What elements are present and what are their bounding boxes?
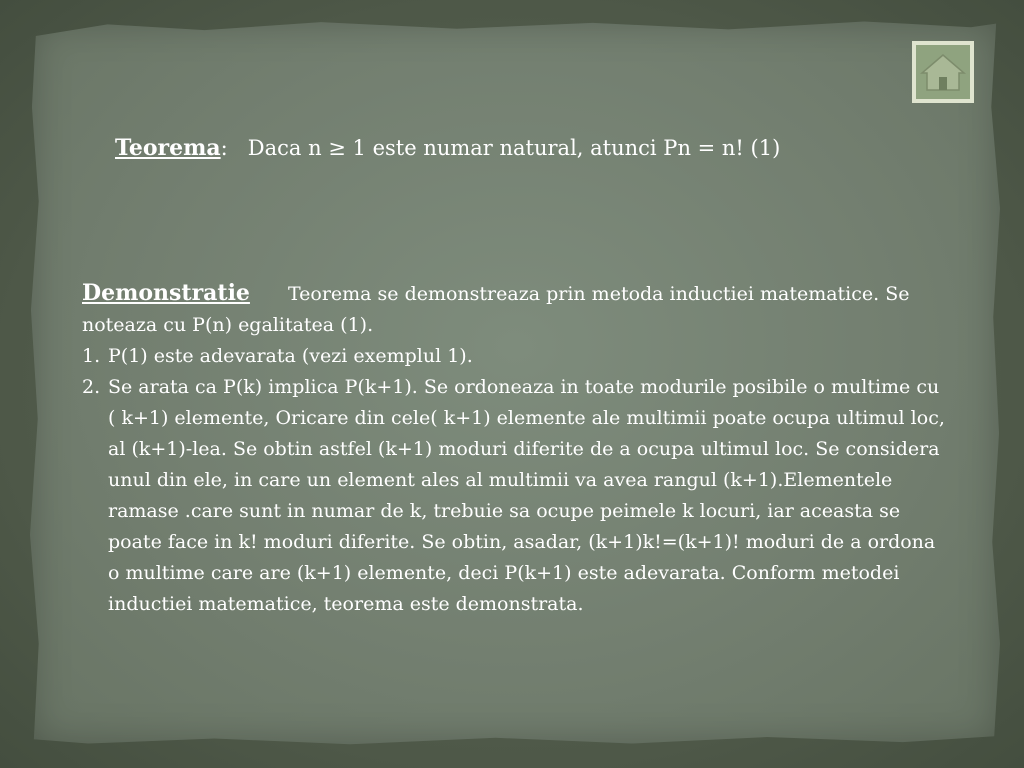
theorem-statement	[115, 135, 780, 161]
theorem-separator: :	[220, 136, 228, 160]
proof-section	[82, 278, 952, 620]
proof-steps	[82, 341, 952, 620]
proof-label: Demonstratie	[82, 280, 250, 306]
proof-step	[82, 372, 952, 620]
proof-intro-paragraph	[82, 278, 952, 341]
proof-step-text: Se arata ca P(k) implica P(k+1). Se ordoneaza in toate modurile posibile o multime cu ( k+1) elemente, Oricare din cele( k+1) elemente ale multimii poate ocupa ultimul loc, al (k+1)-lea. Se obtin astfel (k+1) moduri diferite de a ocupa ultimul loc. Se considera unul din ele, in care un element ales al multimii va avea rangul (k+1).Elementele ramase .care sunt in numar de k, trebuie sa ocupe peimele k locuri, iar aceasta se poate face in k! moduri diferite. Se obtin, asadar, (k+1)k!=(k+1)! moduri de a ordona o multime care are (k+1) elemente, deci P(k+1) este adevarata. Conform metodei inductiei matematice, teorema este demonstrata.	[108, 376, 945, 615]
proof-intro: Teorema se demonstreaza prin metoda inductiei matematice. Se noteaza cu P(n) egalitatea (1).	[82, 283, 910, 336]
theorem-label: Teorema	[115, 135, 221, 161]
home-icon	[916, 45, 970, 99]
theorem-text: Daca n ≥ 1 este numar natural, atunci Pn = n! (1)	[247, 136, 781, 160]
proof-step-number: 1.	[82, 345, 101, 367]
proof-step	[82, 341, 952, 372]
proof-step-text: P(1) este adevarata (vezi exemplul 1).	[108, 345, 473, 367]
home-button[interactable]	[912, 41, 974, 103]
proof-step-number: 2.	[82, 376, 101, 398]
